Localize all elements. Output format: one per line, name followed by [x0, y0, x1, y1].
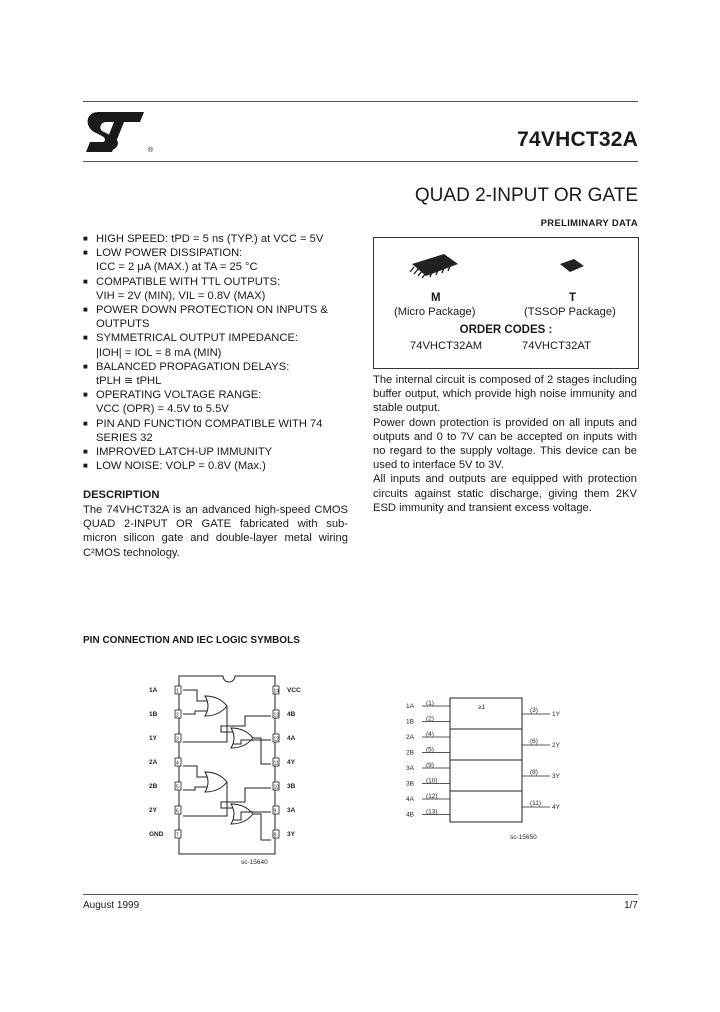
pin-label: 2A — [149, 759, 158, 766]
footer-date: August 1999 — [83, 900, 140, 911]
footer-rule — [83, 894, 638, 895]
pin-label: 2Y — [149, 807, 157, 814]
pin-number: 10 — [273, 784, 280, 791]
paragraph: The internal circuit is composed of 2 stages including buffer output, which provide high noise immunity and stable output. — [373, 374, 637, 415]
st-logo-icon — [84, 108, 162, 156]
pkg-t-name: (TSSOP Package) — [524, 306, 616, 318]
iec-input-label: 3B — [406, 780, 414, 788]
iec-input-label: 3A — [406, 765, 414, 772]
page-title: QUAD 2-INPUT OR GATE — [414, 185, 638, 206]
pin-number: 5 — [176, 784, 179, 791]
iec-input-number: (12) — [426, 793, 438, 800]
bullet-icon: ■ — [83, 248, 88, 258]
iec-input-number: (1) — [426, 700, 434, 707]
feature-text: PIN AND FUNCTION COMPATIBLE WITH 74 SERIES 32 — [96, 417, 323, 444]
iec-input-number: (13) — [426, 808, 438, 816]
bullet-icon: ■ — [83, 276, 88, 286]
pin-label: 3A — [287, 807, 296, 814]
order-code-m: 74VHCT32AM — [410, 340, 483, 352]
iec-or-symbol: ≥1 — [478, 704, 486, 711]
pin-number: 13 — [273, 712, 280, 719]
feature-text: BALANCED PROPAGATION DELAYS: — [96, 360, 290, 373]
svg-text:®: ® — [148, 147, 154, 154]
description-heading: DESCRIPTION — [83, 489, 160, 501]
feature-text: LOW NOISE: VOLP = 0.8V (Max.) — [96, 460, 266, 473]
feature-text: LOW POWER DISSIPATION: — [96, 247, 243, 260]
iec-logic-symbol — [400, 694, 575, 841]
paragraph: All inputs and outputs are equipped with protection circuits against static discharge, giving them 2KV ESD immunity and transient excess voltage. — [373, 473, 637, 514]
feature-text: COMPATIBLE WITH TTL OUTPUTS: — [96, 275, 281, 288]
iec-output-number: (11) — [530, 800, 542, 807]
so14-package-icon — [404, 250, 464, 286]
pin-section-heading: PIN CONNECTION AND IEC LOGIC SYMBOLS — [83, 635, 300, 646]
feature-item — [83, 246, 363, 274]
header-rule — [83, 161, 638, 162]
iec-output-number: (8) — [530, 769, 538, 776]
pin-label: 3Y — [287, 831, 295, 838]
tssop-package-icon — [556, 256, 588, 278]
pin-number: 7 — [176, 832, 179, 839]
feature-item — [83, 303, 363, 331]
description-text: The 74VHCT32A is an advanced high-speed CMOS QUAD 2-INPUT OR GATE fabricated with sub-micron silicon gate and double-layer metal wiring C²MOS technology. — [83, 504, 348, 559]
pin-number: 6 — [176, 808, 179, 815]
bullet-icon: ■ — [83, 305, 88, 315]
feature-sub: VCC (OPR) = 4.5V to 5.5V — [96, 403, 229, 416]
footer-page: 1/7 — [624, 900, 638, 911]
paragraph: Power down protection is provided on all inputs and outputs and 0 to 7V can be accepted on inputs with no regard to the supply voltage. This device can be used to interface 5V to 3V. — [373, 416, 637, 472]
pin-number: 8 — [273, 832, 277, 839]
top-rule — [83, 101, 638, 102]
part-number: 74VHCT32A — [517, 128, 638, 151]
pin-number: 11 — [273, 760, 279, 767]
pkg-m-letter: M — [431, 292, 441, 304]
iec-input-label: 1A — [406, 703, 414, 710]
iec-input-label: 2B — [406, 749, 414, 757]
pin-label: 1A — [149, 687, 158, 694]
feature-sub: ICC = 2 μA (MAX.) at TA = 25 °C — [96, 261, 258, 274]
bullet-icon: ■ — [83, 418, 88, 428]
pin-label: 4B — [287, 711, 296, 718]
pkg-t-letter: T — [569, 292, 577, 304]
iec-input-number: (9) — [426, 762, 434, 769]
pin-label: GND — [149, 831, 164, 838]
feature-item — [83, 331, 363, 359]
iec-output-label: 1Y — [552, 711, 560, 718]
pkg-m-name: (Micro Package) — [394, 306, 476, 318]
pin-code-label: sc-15640 — [241, 859, 268, 866]
iec-input-number: (10) — [426, 777, 438, 785]
pin-connection-diagram — [145, 668, 315, 868]
feature-item — [83, 388, 363, 416]
feature-text: HIGH SPEED: tPD = 5 ns (TYP.) at VCC = 5V — [96, 233, 324, 245]
pin-label: 1Y — [149, 735, 157, 742]
iec-code-label: sc-15650 — [510, 834, 537, 841]
feature-sub: |IOH| = IOL = 8 mA (MIN) — [96, 346, 222, 359]
preliminary-label: PRELIMINARY DATA — [540, 218, 638, 229]
iec-output-label: 2Y — [552, 742, 560, 749]
feature-item — [83, 459, 363, 473]
order-code-t: 74VHCT32AT — [522, 340, 591, 352]
iec-input-label: 2A — [406, 734, 414, 741]
feature-text: OPERATING VOLTAGE RANGE: — [96, 389, 262, 402]
feature-sub: tPLH ≅ tPHL — [96, 375, 162, 388]
bullet-icon: ■ — [83, 447, 88, 457]
pin-number: 9 — [273, 808, 277, 815]
feature-item — [83, 417, 363, 445]
iec-output-number: (6) — [530, 738, 538, 745]
feature-text: IMPROVED LATCH-UP IMMUNITY — [96, 446, 273, 459]
bullet-icon: ■ — [83, 461, 88, 471]
iec-input-label: 1B — [406, 718, 414, 726]
bullet-icon: ■ — [83, 361, 88, 371]
pin-number: 2 — [176, 712, 179, 719]
pin-label: 1B — [149, 711, 158, 718]
iec-output-number: (3) — [530, 707, 538, 714]
feature-text: POWER DOWN PROTECTION ON INPUTS & OUTPUTS — [96, 304, 328, 331]
iec-input-number: (2) — [426, 715, 434, 723]
feature-sub: VIH = 2V (MIN), VIL = 0.8V (MAX) — [96, 289, 266, 302]
pin-label: VCC — [287, 687, 301, 694]
bullet-icon: ■ — [83, 333, 88, 343]
iec-input-label: 4B — [406, 811, 414, 819]
feature-item — [83, 275, 363, 303]
pin-number: 4 — [176, 760, 179, 767]
bullet-icon: ■ — [83, 390, 88, 400]
order-codes-label: ORDER CODES : — [459, 324, 553, 336]
features-list — [83, 232, 363, 473]
pin-number: 1 — [176, 688, 179, 695]
pin-label: 2B — [149, 783, 158, 790]
iec-output-label: 4Y — [552, 804, 560, 811]
pin-number: 3 — [176, 736, 179, 743]
iec-input-label: 4A — [406, 796, 414, 803]
feature-text: SYMMETRICAL OUTPUT IMPEDANCE: — [96, 332, 299, 345]
feature-item — [83, 445, 363, 459]
bullet-icon: ■ — [83, 234, 88, 243]
pin-number: 14 — [273, 688, 280, 695]
iec-output-label: 3Y — [552, 773, 560, 780]
pin-label: 4A — [287, 735, 296, 742]
pin-number: 12 — [273, 736, 280, 743]
feature-item — [83, 232, 363, 246]
pin-label: 4Y — [287, 759, 295, 766]
iec-input-number: (5) — [426, 746, 434, 754]
package-box — [373, 237, 639, 369]
pin-label: 3B — [287, 783, 296, 790]
iec-input-number: (4) — [426, 731, 434, 738]
right-column-text — [373, 373, 637, 515]
feature-item — [83, 360, 363, 388]
